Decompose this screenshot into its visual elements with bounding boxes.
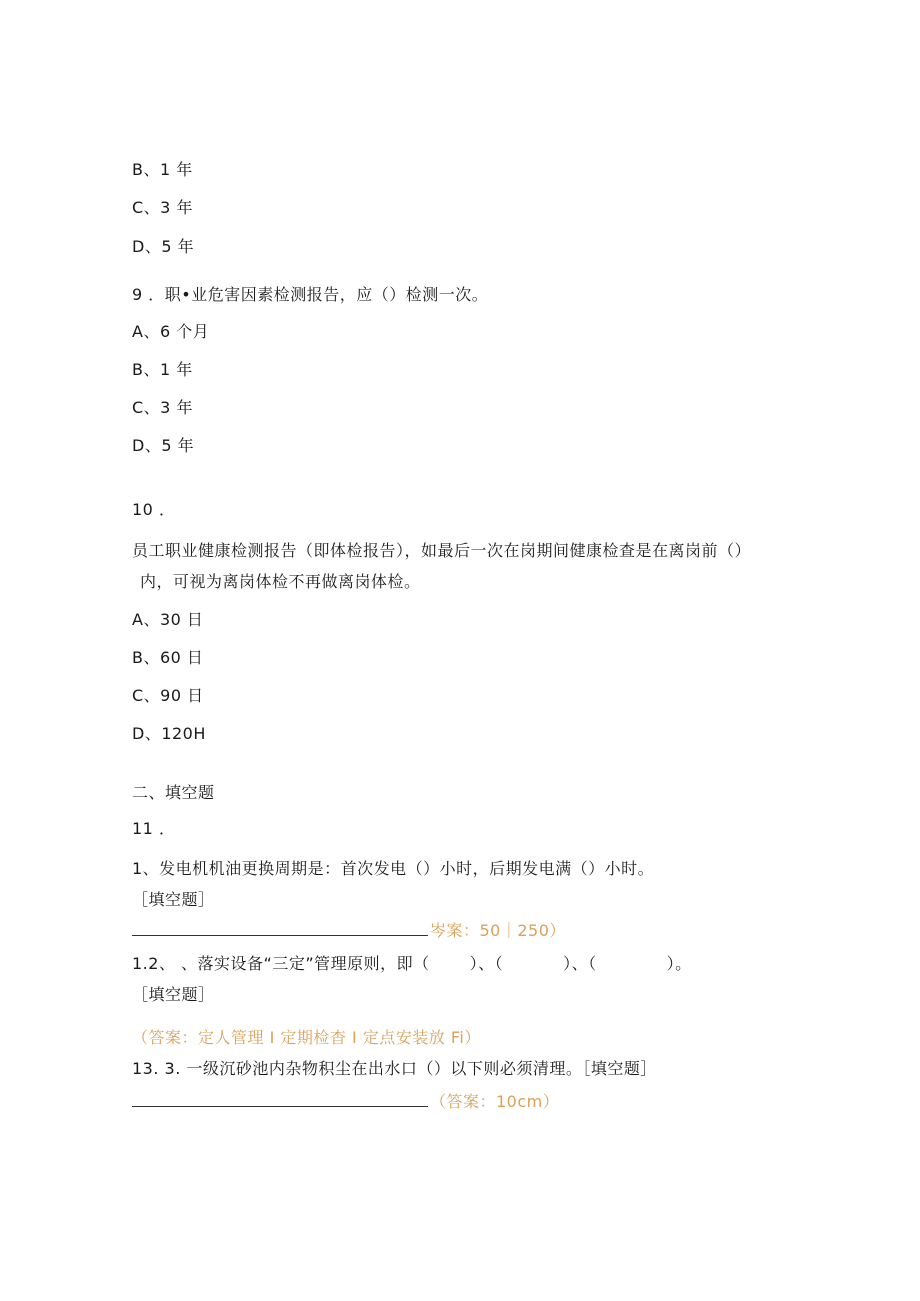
fill-blank-rule [132,921,428,936]
option-item: C、3 年 [132,398,193,417]
option-item: C、3 年 [132,198,193,217]
fill-blank-rule [132,1092,428,1107]
option-item: D、5 年 [132,436,195,455]
option-item: B、1 年 [132,160,193,179]
question-stem-continued: 内，可视为离岗体检不再做离岗体检。 [140,572,421,591]
answer-line [132,921,566,941]
question-stem: 员工职业健康检测报告（即体检报告），如最后一次在岗期间健康检查是在离岗前（） [132,541,752,560]
option-item: D、120H [132,724,206,743]
question-type-tag: ［填空题］ [132,890,215,909]
question-stem: 1.2、 、落实设备“三定”管理原则，即（ ）、（ ）、（ ）。 [132,954,692,973]
option-item: C、90 日 [132,686,204,705]
question-number: 11 ． [132,819,176,838]
question-stem: 1、发电机机油更换周期是：首次发电（）小时，后期发电满（）小时。 [132,859,655,878]
option-item: B、1 年 [132,360,193,379]
option-item: D、5 年 [132,237,195,256]
section-title: 二、填空题 [132,783,215,802]
option-item: A、6 个月 [132,322,210,341]
question-number: 10 ． [132,500,176,519]
option-item: B、60 日 [132,648,204,667]
question-type-tag: ［填空题］ [132,985,215,1004]
question-stem: 13. 3. 一级沉砂池内杂物积尘在出水口（）以下则必须清理。［填空题］ [132,1059,657,1078]
answer-line [132,1092,559,1112]
answer-text: （答案：10cm） [430,1092,560,1111]
question-stem: 9 ．职•业危害因素检测报告，应（）检测一次。 [132,285,489,304]
answer-text: 岑案：50｜250） [430,921,566,940]
option-item: A、30 日 [132,610,204,629]
answer-text: （答案：定人管理 I 定期检杳 I 定点安装放 Fi） [132,1028,481,1047]
